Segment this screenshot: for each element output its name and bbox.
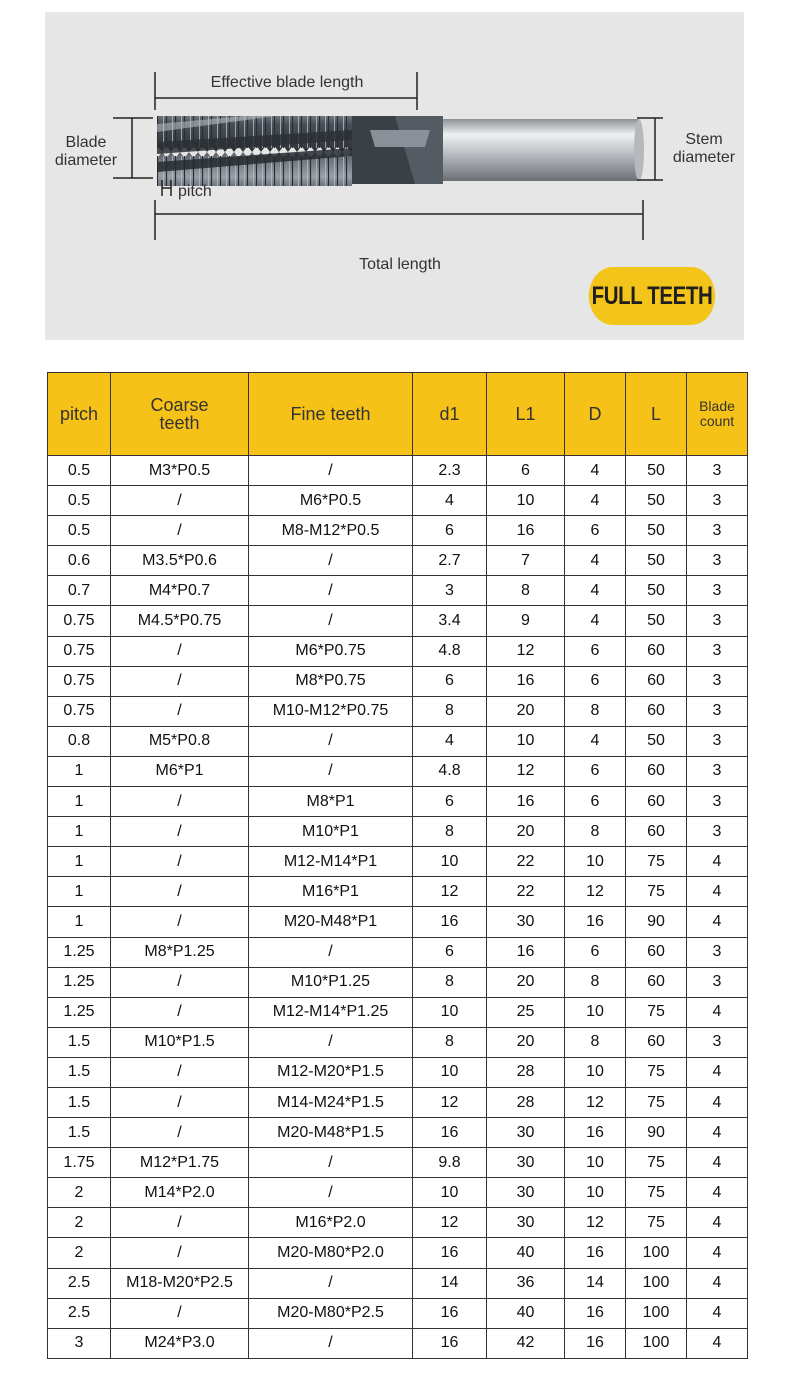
table-row: [48, 756, 748, 786]
table-row: [48, 1238, 748, 1268]
cell-pitch: 1: [48, 817, 111, 847]
cell-l: 100: [626, 1268, 687, 1298]
cell-l: 60: [626, 817, 687, 847]
cell-pitch: 2: [48, 1178, 111, 1208]
cell-pitch: 1.25: [48, 937, 111, 967]
cell-l1: 28: [487, 1057, 565, 1087]
table-row: [48, 456, 748, 486]
table-row: [48, 1118, 748, 1148]
cell-coarse-teeth: M10*P1.5: [111, 1027, 249, 1057]
cell-l: 75: [626, 1178, 687, 1208]
cell-pitch: 1: [48, 756, 111, 786]
cell-pitch: 1: [48, 877, 111, 907]
cell-coarse-teeth: /: [111, 907, 249, 937]
cell-pitch: 0.75: [48, 666, 111, 696]
cell-pitch: 1: [48, 787, 111, 817]
cell-pitch: 0.7: [48, 576, 111, 606]
cell-pitch: 1.5: [48, 1057, 111, 1087]
cell-fine-teeth: /: [249, 1328, 413, 1358]
cell-l: 50: [626, 546, 687, 576]
cell-blade-count: 3: [687, 967, 748, 997]
table-row: [48, 1148, 748, 1178]
cell-pitch: 0.75: [48, 606, 111, 636]
cell-blade-count: 4: [687, 1298, 748, 1328]
cell-pitch: 1.25: [48, 997, 111, 1027]
table-row: [48, 606, 748, 636]
cell-fine-teeth: M16*P1: [249, 877, 413, 907]
cell-d1: 4: [413, 486, 487, 516]
cell-blade-count: 3: [687, 937, 748, 967]
table-row: [48, 997, 748, 1027]
cell-l1: 7: [487, 546, 565, 576]
cell-d1: 8: [413, 1027, 487, 1057]
header-blade-count: Blade count: [687, 373, 748, 456]
cell-l: 100: [626, 1238, 687, 1268]
cell-l: 50: [626, 456, 687, 486]
cell-fine-teeth: /: [249, 937, 413, 967]
cell-d1: 16: [413, 1298, 487, 1328]
cell-blade-count: 3: [687, 636, 748, 666]
cell-blade-count: 3: [687, 756, 748, 786]
cell-pitch: 0.75: [48, 696, 111, 726]
cell-l: 75: [626, 1057, 687, 1087]
cell-blade-count: 4: [687, 1328, 748, 1358]
pitch-label: pitch: [178, 183, 212, 200]
cell-blade-count: 3: [687, 1027, 748, 1057]
cell-blade-count: 4: [687, 1057, 748, 1087]
cell-d: 10: [565, 1178, 626, 1208]
cell-blade-count: 3: [687, 666, 748, 696]
cell-fine-teeth: M6*P0.5: [249, 486, 413, 516]
cell-d1: 16: [413, 1328, 487, 1358]
cell-coarse-teeth: M18-M20*P2.5: [111, 1268, 249, 1298]
cell-l1: 40: [487, 1238, 565, 1268]
cell-d1: 8: [413, 696, 487, 726]
cell-l1: 36: [487, 1268, 565, 1298]
cell-l: 60: [626, 967, 687, 997]
cell-pitch: 0.6: [48, 546, 111, 576]
cell-d: 10: [565, 1057, 626, 1087]
cell-d: 6: [565, 666, 626, 696]
cell-d: 12: [565, 1208, 626, 1238]
header-l: L: [626, 373, 687, 456]
cell-coarse-teeth: /: [111, 486, 249, 516]
cell-d1: 9.8: [413, 1148, 487, 1178]
cell-fine-teeth: M12-M14*P1.25: [249, 997, 413, 1027]
table-row: [48, 1298, 748, 1328]
table-row: [48, 907, 748, 937]
cell-blade-count: 4: [687, 907, 748, 937]
cell-l1: 20: [487, 817, 565, 847]
cell-d1: 4.8: [413, 756, 487, 786]
cell-coarse-teeth: M24*P3.0: [111, 1328, 249, 1358]
table-row: [48, 787, 748, 817]
cell-l: 75: [626, 997, 687, 1027]
table-row: [48, 546, 748, 576]
cell-d: 6: [565, 516, 626, 546]
cell-l1: 30: [487, 907, 565, 937]
cell-d: 10: [565, 847, 626, 877]
table-row: [48, 576, 748, 606]
cell-l1: 12: [487, 636, 565, 666]
header-l1: L1: [487, 373, 565, 456]
cell-coarse-teeth: /: [111, 967, 249, 997]
cell-l1: 16: [487, 516, 565, 546]
table-header-row: [48, 373, 748, 456]
cell-d1: 8: [413, 967, 487, 997]
cell-blade-count: 3: [687, 606, 748, 636]
cell-pitch: 1.25: [48, 967, 111, 997]
cell-l: 60: [626, 937, 687, 967]
cell-l: 50: [626, 606, 687, 636]
cell-l1: 20: [487, 1027, 565, 1057]
cell-l1: 22: [487, 877, 565, 907]
cell-pitch: 2: [48, 1208, 111, 1238]
cell-blade-count: 3: [687, 726, 748, 756]
cell-fine-teeth: M14-M24*P1.5: [249, 1087, 413, 1117]
table-row: [48, 1208, 748, 1238]
cell-fine-teeth: /: [249, 1268, 413, 1298]
cell-pitch: 1: [48, 847, 111, 877]
table-row: [48, 1178, 748, 1208]
table-row: [48, 967, 748, 997]
cell-d: 4: [565, 456, 626, 486]
cell-d1: 6: [413, 787, 487, 817]
table-row: [48, 696, 748, 726]
cell-coarse-teeth: /: [111, 1057, 249, 1087]
cell-blade-count: 4: [687, 1208, 748, 1238]
cell-l: 50: [626, 486, 687, 516]
cell-d: 10: [565, 1148, 626, 1178]
cell-coarse-teeth: /: [111, 696, 249, 726]
cell-l: 60: [626, 696, 687, 726]
cell-fine-teeth: /: [249, 1178, 413, 1208]
cell-d: 14: [565, 1268, 626, 1298]
cell-d1: 10: [413, 1178, 487, 1208]
cell-blade-count: 3: [687, 817, 748, 847]
cell-l1: 40: [487, 1298, 565, 1328]
cell-fine-teeth: /: [249, 606, 413, 636]
cell-pitch: 2.5: [48, 1298, 111, 1328]
cell-pitch: 1.5: [48, 1027, 111, 1057]
cell-pitch: 2: [48, 1238, 111, 1268]
table-row: [48, 1027, 748, 1057]
cell-d1: 10: [413, 1057, 487, 1087]
cell-blade-count: 3: [687, 576, 748, 606]
table-row: [48, 666, 748, 696]
cell-l: 100: [626, 1298, 687, 1328]
cell-l1: 10: [487, 486, 565, 516]
cell-l: 50: [626, 576, 687, 606]
cell-d: 6: [565, 756, 626, 786]
cell-d: 8: [565, 1027, 626, 1057]
cell-pitch: 1.75: [48, 1148, 111, 1178]
cell-d: 12: [565, 877, 626, 907]
cell-coarse-teeth: M8*P1.25: [111, 937, 249, 967]
tool-diagram: [45, 12, 744, 340]
table-row: [48, 636, 748, 666]
cell-l: 75: [626, 1087, 687, 1117]
cell-l1: 20: [487, 967, 565, 997]
cell-fine-teeth: M12-M20*P1.5: [249, 1057, 413, 1087]
spec-table: [47, 372, 748, 1359]
cell-coarse-teeth: /: [111, 787, 249, 817]
cell-pitch: 3: [48, 1328, 111, 1358]
cell-d1: 14: [413, 1268, 487, 1298]
cell-d: 16: [565, 907, 626, 937]
cell-l1: 30: [487, 1178, 565, 1208]
cell-l: 100: [626, 1328, 687, 1358]
cell-blade-count: 4: [687, 1268, 748, 1298]
cell-fine-teeth: M8*P0.75: [249, 666, 413, 696]
cell-coarse-teeth: M4*P0.7: [111, 576, 249, 606]
cell-d1: 6: [413, 666, 487, 696]
cell-d: 12: [565, 1087, 626, 1117]
table-row: [48, 1268, 748, 1298]
cell-d: 16: [565, 1298, 626, 1328]
full-teeth-badge: FULL TEETH: [589, 267, 715, 325]
cell-coarse-teeth: /: [111, 1238, 249, 1268]
cell-l1: 42: [487, 1328, 565, 1358]
cell-d1: 12: [413, 1087, 487, 1117]
table-row: [48, 486, 748, 516]
table-row: [48, 1057, 748, 1087]
header-d: D: [565, 373, 626, 456]
cell-l1: 8: [487, 576, 565, 606]
stem-diameter-label: Stem diameter: [672, 131, 736, 166]
cell-pitch: 0.5: [48, 516, 111, 546]
cell-pitch: 0.8: [48, 726, 111, 756]
cell-l1: 16: [487, 937, 565, 967]
cell-blade-count: 3: [687, 456, 748, 486]
cell-fine-teeth: M8*P1: [249, 787, 413, 817]
cell-pitch: 1: [48, 907, 111, 937]
cell-l1: 28: [487, 1087, 565, 1117]
cell-coarse-teeth: M6*P1: [111, 756, 249, 786]
cell-blade-count: 4: [687, 997, 748, 1027]
cell-d: 8: [565, 696, 626, 726]
header-coarse-teeth: Coarse teeth: [111, 373, 249, 456]
cell-d1: 10: [413, 847, 487, 877]
cell-pitch: 2.5: [48, 1268, 111, 1298]
cell-d1: 12: [413, 1208, 487, 1238]
cell-l1: 12: [487, 756, 565, 786]
cell-d1: 10: [413, 997, 487, 1027]
cell-pitch: 0.5: [48, 486, 111, 516]
cell-blade-count: 3: [687, 696, 748, 726]
total-length-label: Total length: [359, 256, 441, 273]
cell-l1: 16: [487, 666, 565, 696]
cell-blade-count: 3: [687, 546, 748, 576]
cell-coarse-teeth: /: [111, 666, 249, 696]
cell-coarse-teeth: /: [111, 997, 249, 1027]
cell-l: 75: [626, 847, 687, 877]
table-row: [48, 516, 748, 546]
cell-d: 4: [565, 546, 626, 576]
cell-l1: 16: [487, 787, 565, 817]
cell-d: 4: [565, 576, 626, 606]
table-row: [48, 937, 748, 967]
cell-d: 4: [565, 606, 626, 636]
table-row: [48, 817, 748, 847]
table-body: [48, 456, 748, 1359]
cell-blade-count: 4: [687, 1238, 748, 1268]
cell-coarse-teeth: /: [111, 1087, 249, 1117]
cell-d: 16: [565, 1118, 626, 1148]
table-row: [48, 877, 748, 907]
cell-coarse-teeth: M3*P0.5: [111, 456, 249, 486]
cell-l1: 30: [487, 1118, 565, 1148]
cell-l: 75: [626, 1208, 687, 1238]
header-d1: d1: [413, 373, 487, 456]
cell-blade-count: 3: [687, 787, 748, 817]
effective-blade-length-label: Effective blade length: [210, 74, 364, 91]
cell-blade-count: 4: [687, 1118, 748, 1148]
cell-d1: 3.4: [413, 606, 487, 636]
cell-l: 90: [626, 907, 687, 937]
cell-fine-teeth: /: [249, 546, 413, 576]
cell-l: 60: [626, 787, 687, 817]
cell-pitch: 1.5: [48, 1118, 111, 1148]
cell-d1: 2.7: [413, 546, 487, 576]
cell-fine-teeth: M20-M48*P1: [249, 907, 413, 937]
cell-blade-count: 3: [687, 486, 748, 516]
header-fine-teeth: Fine teeth: [249, 373, 413, 456]
cell-l1: 30: [487, 1148, 565, 1178]
cell-l1: 22: [487, 847, 565, 877]
cell-d: 6: [565, 787, 626, 817]
cell-d: 8: [565, 967, 626, 997]
cell-blade-count: 4: [687, 1148, 748, 1178]
cell-fine-teeth: M10*P1.25: [249, 967, 413, 997]
cell-coarse-teeth: M14*P2.0: [111, 1178, 249, 1208]
cell-l1: 25: [487, 997, 565, 1027]
cell-d1: 8: [413, 817, 487, 847]
cell-d: 4: [565, 486, 626, 516]
cell-blade-count: 4: [687, 877, 748, 907]
cell-d1: 4.8: [413, 636, 487, 666]
cell-fine-teeth: /: [249, 1148, 413, 1178]
cell-coarse-teeth: M3.5*P0.6: [111, 546, 249, 576]
cell-l: 60: [626, 636, 687, 666]
cell-l: 50: [626, 516, 687, 546]
cell-l: 60: [626, 1027, 687, 1057]
cell-l: 75: [626, 877, 687, 907]
cell-blade-count: 3: [687, 516, 748, 546]
cell-blade-count: 4: [687, 847, 748, 877]
cell-coarse-teeth: /: [111, 1118, 249, 1148]
cell-d1: 16: [413, 1238, 487, 1268]
cell-fine-teeth: M16*P2.0: [249, 1208, 413, 1238]
cell-coarse-teeth: M12*P1.75: [111, 1148, 249, 1178]
cell-coarse-teeth: M5*P0.8: [111, 726, 249, 756]
cell-coarse-teeth: /: [111, 636, 249, 666]
cell-l1: 20: [487, 696, 565, 726]
cell-l: 75: [626, 1148, 687, 1178]
cell-d: 6: [565, 937, 626, 967]
table-row: [48, 847, 748, 877]
header-pitch: pitch: [48, 373, 111, 456]
cell-l: 90: [626, 1118, 687, 1148]
cell-l: 60: [626, 666, 687, 696]
cell-coarse-teeth: /: [111, 1298, 249, 1328]
cell-d1: 3: [413, 576, 487, 606]
cell-l: 50: [626, 726, 687, 756]
cell-d1: 4: [413, 726, 487, 756]
cell-fine-teeth: M8-M12*P0.5: [249, 516, 413, 546]
cell-l1: 6: [487, 456, 565, 486]
cell-d: 4: [565, 726, 626, 756]
cell-fine-teeth: M20-M80*P2.0: [249, 1238, 413, 1268]
cell-pitch: 0.75: [48, 636, 111, 666]
cell-coarse-teeth: /: [111, 847, 249, 877]
cell-fine-teeth: M10-M12*P0.75: [249, 696, 413, 726]
cell-fine-teeth: /: [249, 726, 413, 756]
cell-pitch: 0.5: [48, 456, 111, 486]
cell-fine-teeth: /: [249, 1027, 413, 1057]
table-row: [48, 1328, 748, 1358]
cell-d: 16: [565, 1238, 626, 1268]
cell-l1: 30: [487, 1208, 565, 1238]
cell-coarse-teeth: M4.5*P0.75: [111, 606, 249, 636]
cell-coarse-teeth: /: [111, 1208, 249, 1238]
cell-l1: 10: [487, 726, 565, 756]
cell-d: 6: [565, 636, 626, 666]
cell-coarse-teeth: /: [111, 877, 249, 907]
cell-d: 16: [565, 1328, 626, 1358]
blade-diameter-label: Blade diameter: [54, 134, 118, 169]
cell-d: 10: [565, 997, 626, 1027]
cell-d1: 6: [413, 937, 487, 967]
table-row: [48, 726, 748, 756]
cell-coarse-teeth: /: [111, 516, 249, 546]
cell-blade-count: 4: [687, 1178, 748, 1208]
cell-pitch: 1.5: [48, 1087, 111, 1117]
cell-fine-teeth: M20-M48*P1.5: [249, 1118, 413, 1148]
cell-fine-teeth: /: [249, 756, 413, 786]
cell-coarse-teeth: /: [111, 817, 249, 847]
cell-d1: 16: [413, 1118, 487, 1148]
cell-d1: 16: [413, 907, 487, 937]
cell-l: 60: [626, 756, 687, 786]
cell-fine-teeth: /: [249, 456, 413, 486]
cell-fine-teeth: M20-M80*P2.5: [249, 1298, 413, 1328]
cell-blade-count: 4: [687, 1087, 748, 1117]
cell-fine-teeth: M10*P1: [249, 817, 413, 847]
cell-fine-teeth: M6*P0.75: [249, 636, 413, 666]
cell-l1: 9: [487, 606, 565, 636]
cell-fine-teeth: /: [249, 576, 413, 606]
cell-fine-teeth: M12-M14*P1: [249, 847, 413, 877]
cell-d1: 6: [413, 516, 487, 546]
cell-d1: 2.3: [413, 456, 487, 486]
cell-d: 8: [565, 817, 626, 847]
table-row: [48, 1087, 748, 1117]
cell-d1: 12: [413, 877, 487, 907]
